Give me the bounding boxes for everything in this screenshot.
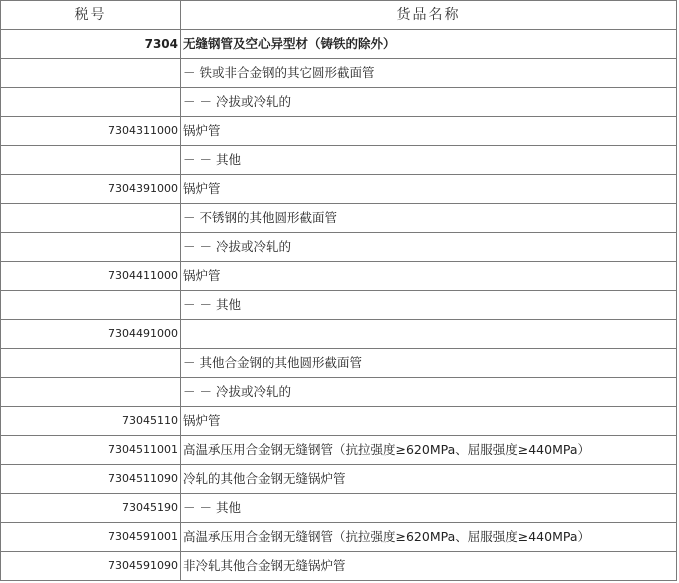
table-row <box>1 117 677 146</box>
table-row <box>1 30 677 59</box>
goods-name-cell: － － 冷拔或冷轧的 <box>181 378 677 407</box>
tax-code-cell <box>1 204 181 233</box>
goods-name-cell: － 其他合金钢的其他圆形截面管 <box>181 349 677 378</box>
tax-code-cell <box>1 291 181 320</box>
tax-code-cell <box>1 59 181 88</box>
table-row <box>1 262 677 291</box>
table-row <box>1 378 677 407</box>
header-goods-name: 货品名称 <box>181 1 677 30</box>
header-tax-code: 税号 <box>1 1 181 30</box>
table-row <box>1 59 677 88</box>
tax-code-cell <box>1 88 181 117</box>
goods-name-cell: － － 其他 <box>181 494 677 523</box>
goods-name-cell: － 不锈钢的其他圆形截面管 <box>181 204 677 233</box>
table-row <box>1 436 677 465</box>
tax-code-cell <box>1 349 181 378</box>
tax-code-cell: 7304 <box>1 30 181 59</box>
goods-name-cell: 高温承压用合金钢无缝钢管（抗拉强度≥620MPa、屈服强度≥440MPa） <box>181 436 677 465</box>
table-row <box>1 407 677 436</box>
tax-code-cell: 7304591090 <box>1 552 181 581</box>
table-row <box>1 494 677 523</box>
goods-name-cell: 锅炉管 <box>181 407 677 436</box>
goods-name-cell: － － 冷拔或冷轧的 <box>181 88 677 117</box>
goods-name-cell: － 铁或非合金钢的其它圆形截面管 <box>181 59 677 88</box>
table-row <box>1 233 677 262</box>
tax-code-cell: 7304591001 <box>1 523 181 552</box>
goods-name-cell: 冷轧的其他合金钢无缝锅炉管 <box>181 465 677 494</box>
tax-code-cell: 7304491000 <box>1 320 181 349</box>
table-row <box>1 175 677 204</box>
goods-name-cell: 非冷轧其他合金钢无缝锅炉管 <box>181 552 677 581</box>
tax-code-cell: 7304311000 <box>1 117 181 146</box>
table-row <box>1 204 677 233</box>
table-row <box>1 523 677 552</box>
tax-code-cell: 7304411000 <box>1 262 181 291</box>
tax-code-cell: 7304511090 <box>1 465 181 494</box>
header-row <box>1 1 677 30</box>
goods-name-cell: 无缝钢管及空心异型材（铸铁的除外） <box>181 30 677 59</box>
tax-code-cell: 73045110 <box>1 407 181 436</box>
goods-name-cell <box>181 320 677 349</box>
tax-code-cell: 73045190 <box>1 494 181 523</box>
goods-name-cell: 锅炉管 <box>181 175 677 204</box>
table-row <box>1 291 677 320</box>
table-row <box>1 320 677 349</box>
tax-code-cell <box>1 146 181 175</box>
tax-code-cell <box>1 378 181 407</box>
goods-name-cell: － － 冷拔或冷轧的 <box>181 233 677 262</box>
tax-code-cell: 7304511001 <box>1 436 181 465</box>
table-row <box>1 465 677 494</box>
goods-name-cell: 锅炉管 <box>181 262 677 291</box>
table-row <box>1 552 677 581</box>
table-row <box>1 349 677 378</box>
tax-code-cell: 7304391000 <box>1 175 181 204</box>
goods-name-cell: － － 其他 <box>181 291 677 320</box>
goods-name-cell: 锅炉管 <box>181 117 677 146</box>
table-row <box>1 146 677 175</box>
table-row <box>1 88 677 117</box>
goods-name-cell: 高温承压用合金钢无缝钢管（抗拉强度≥620MPa、屈服强度≥440MPa） <box>181 523 677 552</box>
tax-code-cell <box>1 233 181 262</box>
goods-name-cell: － － 其他 <box>181 146 677 175</box>
